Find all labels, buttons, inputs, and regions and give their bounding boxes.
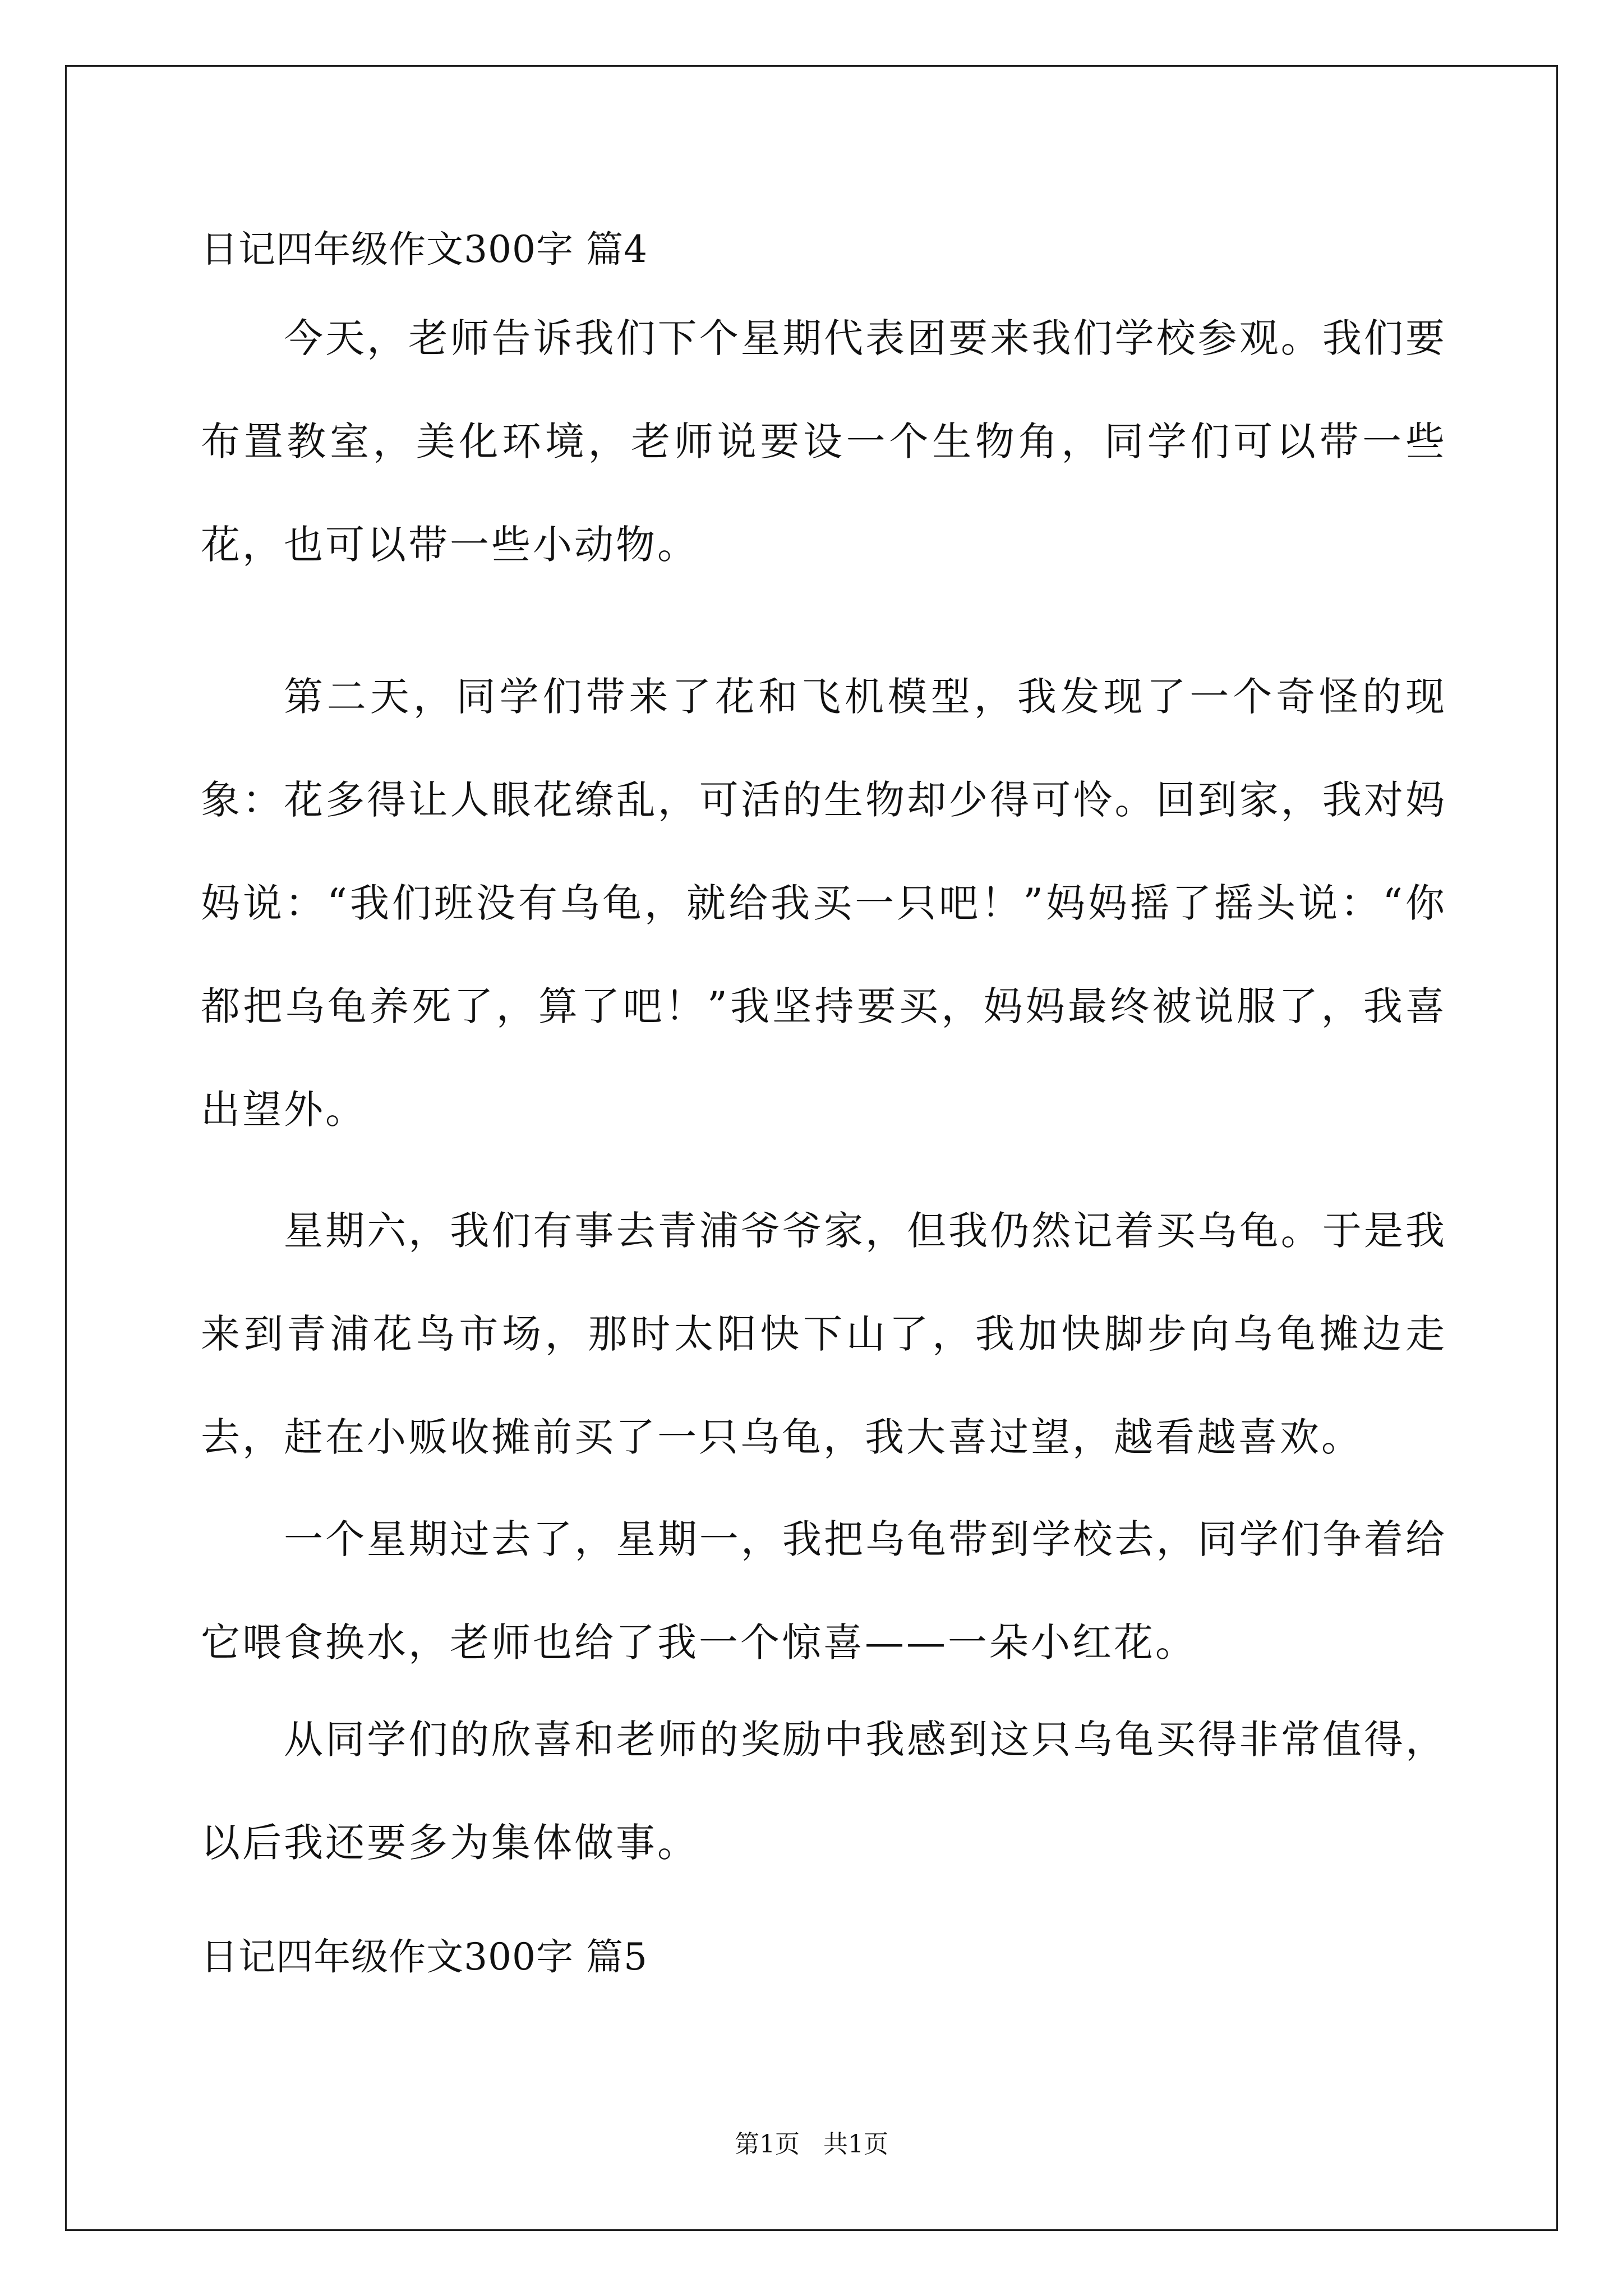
- section-heading-4: 日记四年级作文300字 篇4: [201, 228, 648, 271]
- paragraph-3: 星期六，我们有事去青浦爷爷家，但我仍然记着买乌龟。于是我来到青浦花鸟市场，那时太阳快下山了，我加快脚步向乌龟摊边走去，赶在小贩收摊前买了一只乌龟，我大喜过望，越看越喜欢。: [201, 1208, 1447, 1460]
- paragraph-4: 一个星期过去了，星期一，我把乌龟带到学校去，同学们争着给它喂食换水，老师也给了我一个惊喜——一朵小红花。: [201, 1516, 1447, 1665]
- section-heading-5: 日记四年级作文300字 篇5: [201, 1935, 648, 1978]
- paragraph-2: 第二天，同学们带来了花和飞机模型，我发现了一个奇怪的现象：花多得让人眼花缭乱，可活的生物却少得可怜。回到家，我对妈妈说：“我们班没有乌龟，就给我买一只吧！”妈妈摇了摇头说：“你都把乌龟养死了，算了吧！”我坚持要买，妈妈最终被说服了，我喜出望外。: [201, 674, 1447, 1133]
- paragraph-5: 从同学们的欣喜和老师的奖励中我感到这只乌龟买得非常值得，以后我还要多为集体做事。: [201, 1717, 1447, 1866]
- paragraph-1: 今天，老师告诉我们下个星期代表团要来我们学校参观。我们要布置教室，美化环境，老师说要设一个生物角，同学们可以带一些花，也可以带一些小动物。: [201, 315, 1447, 568]
- page-footer: 第1页 共1页: [735, 2130, 888, 2159]
